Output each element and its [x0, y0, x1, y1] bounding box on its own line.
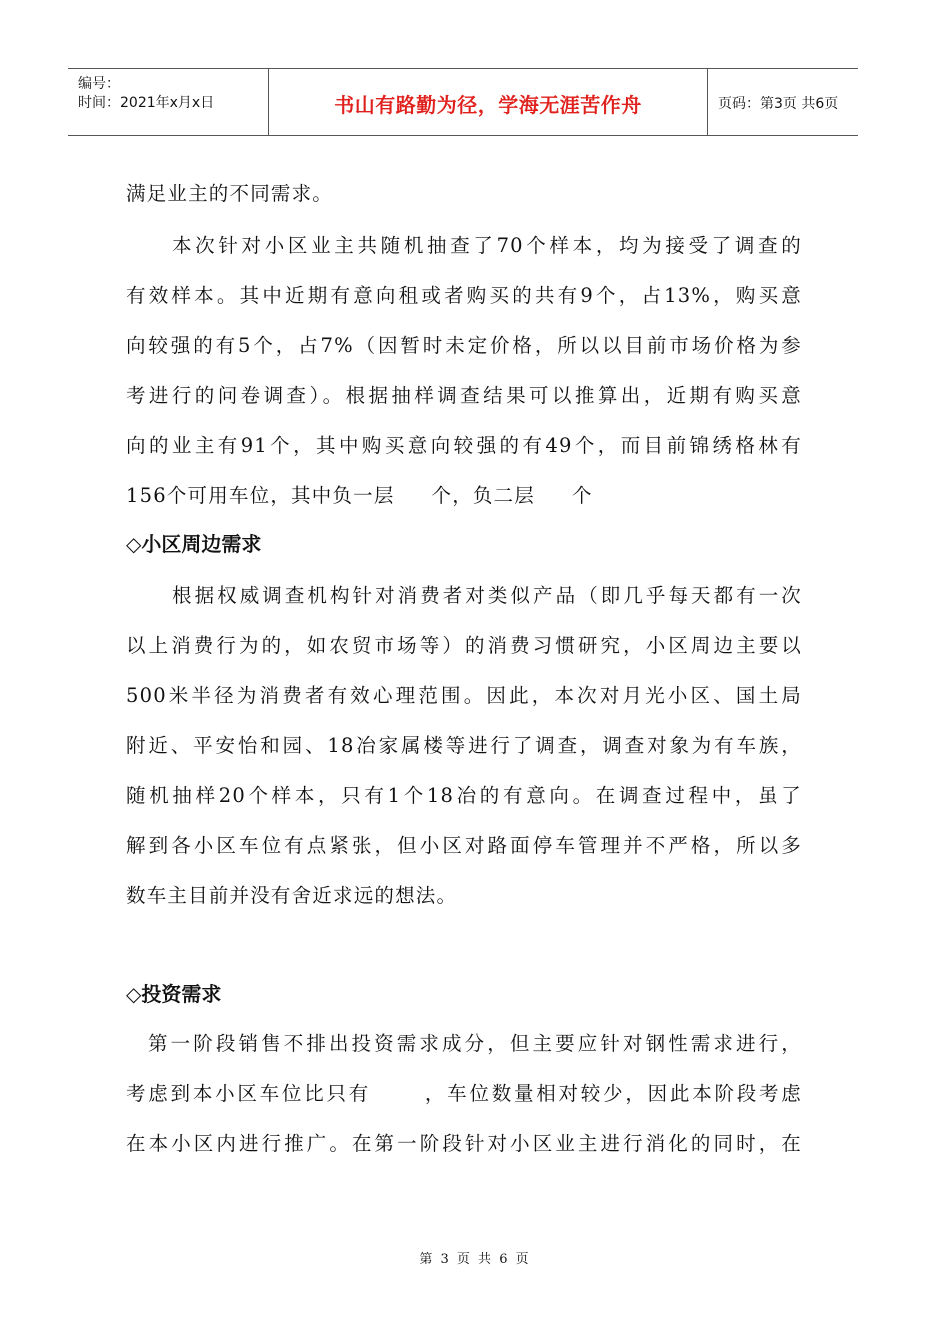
text-line: 以上消费行为的，如农贸市场等）的消费习惯研究，小区周边主要以 — [126, 634, 802, 657]
text-line: 本次针对小区业主共随机抽查了70个样本，均为接受了调查的 — [172, 234, 802, 257]
section-heading: ◇投资需求 — [126, 982, 222, 1006]
section-heading: ◇小区周边需求 — [126, 532, 262, 556]
text-line: 数车主目前并没有舍近求远的想法。 — [126, 884, 458, 907]
page-footer: 第 3 页 共 6 页 — [419, 1252, 531, 1267]
text-line: 向较强的有5个，占7%（因暂时未定价格，所以以目前市场价格为参 — [126, 334, 802, 357]
text-line: 第一阶段销售不排出投资需求成分，但主要应针对钢性需求进行， — [148, 1032, 802, 1055]
text-line: 考进行的问卷调查）。根据抽样调查结果可以推算出，近期有购买意 — [126, 384, 802, 407]
page-header — [68, 68, 858, 136]
header-motto-cell — [269, 69, 708, 135]
text-line: 考虑到本小区车位比只有 ，车位数量相对较少，因此本阶段考虑 — [126, 1082, 802, 1105]
header-left-cell — [68, 69, 269, 135]
text-line: 有效样本。其中近期有意向租或者购买的共有9个，占13%，购买意 — [126, 284, 802, 307]
text-line: 500米半径为消费者有效心理范围。因此，本次对月光小区、国土局 — [126, 684, 802, 707]
text-line: 随机抽样20个样本，只有1个18冶的有意向。在调查过程中，虽了 — [126, 784, 802, 807]
time-label: 时间：2021年x月x日 — [78, 95, 215, 111]
text-line: 满足业主的不同需求。 — [126, 182, 334, 205]
text-line: 156个可用车位，其中负一层 个，负二层 个 — [126, 484, 593, 507]
text-line: 根据权威调查机构针对消费者对类似产品（即几乎每天都有一次 — [172, 584, 802, 607]
text-line: 向的业主有91个，其中购买意向较强的有49个，而目前锦绣格林有 — [126, 434, 802, 457]
header-page-number: 页码：第3页 共6页 — [718, 96, 839, 112]
number-label: 编号： — [78, 76, 120, 92]
text-line: 附近、平安怡和园、18冶家属楼等进行了调查，调查对象为有车族， — [126, 734, 802, 757]
motto: 书山有路勤为径，学海无涯苦作舟 — [334, 93, 642, 117]
text-line: 在本小区内进行推广。在第一阶段针对小区业主进行消化的同时，在 — [126, 1132, 802, 1155]
header-right-cell — [708, 69, 858, 135]
text-line: 解到各小区车位有点紧张，但小区对路面停车管理并不严格，所以多 — [126, 834, 802, 857]
